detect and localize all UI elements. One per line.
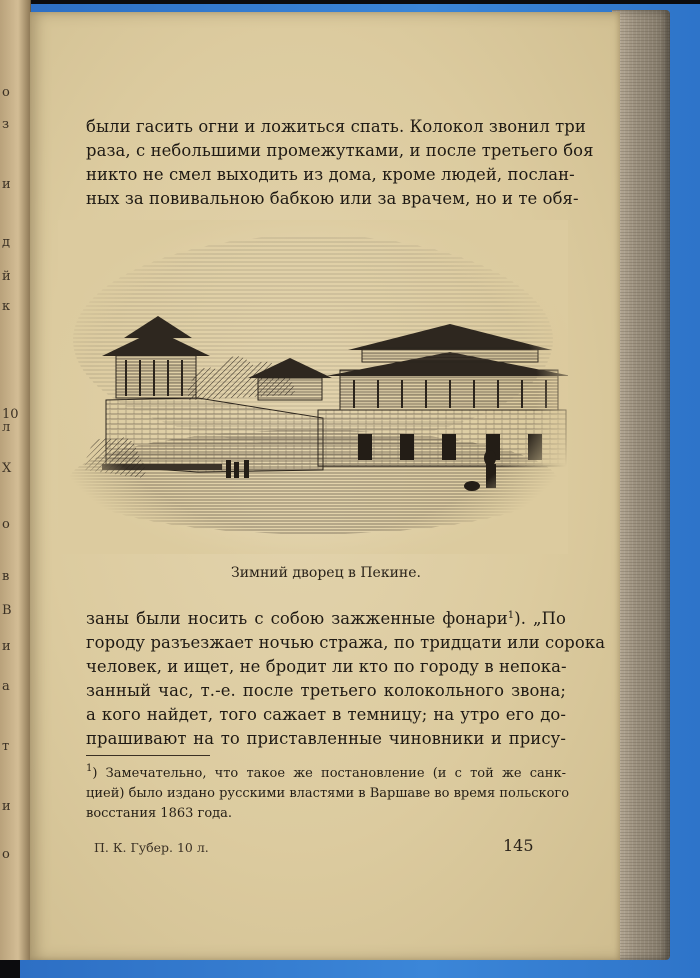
footnote-text: ) Замечательно, что такое же постановление (и с той же санк- [92,766,566,781]
body-text-line: а кого найдет, того сажает в темницу; на утро его до- [86,705,566,724]
margin-glyph: о [2,847,10,862]
margin-glyph: и [2,639,11,654]
body-text-line: никто не смел выходить из дома, кроме людей, послан- [86,165,575,184]
body-text-line: человек, и ищет, не бродит ли кто по городу в непока- [86,657,567,676]
margin-glyph: о [2,517,10,532]
footnote-line [86,764,566,784]
footnote-line: восстания 1863 года. [86,806,233,821]
margin-glyph: В [2,603,12,618]
footnote-divider [86,755,210,756]
margin-glyph: и [2,177,11,192]
margin-glyph: а [2,679,10,694]
page-stack-edge [612,10,670,960]
margin-glyph: 10 л [2,407,19,435]
book-page [30,12,620,960]
body-text-line: были гасить огни и ложиться спать. Колокол звонил три [86,117,586,136]
margin-glyph: в [2,569,10,584]
page-number: 145 [503,836,534,855]
margin-glyph: й [2,269,11,284]
body-text-segment: заны были носить с собою зажженные фонари [86,609,508,628]
figure-caption: Зимний дворец в Пекине. [231,565,421,581]
footnote-line: цией) было издано русскими властями в Варшаве во время польского [86,786,570,801]
body-text-line: раза, с небольшими промежутками, и после третьего боя [86,141,594,160]
body-text-segment: ). „По [514,609,566,628]
margin-glyph: и [2,799,11,814]
printer-signature: П. К. Губер. 10 л. [94,840,209,855]
body-text-line: занный час, т.-е. после третьего колокольного звона; [86,681,566,700]
margin-glyph: Х [2,461,12,476]
margin-glyph: о [2,85,10,100]
palace-engraving [58,220,568,554]
body-text-line: прашивают на то приставленные чиновники и прису- [86,729,566,748]
footnote-mark: 1 [86,763,93,774]
margin-glyph: т [2,739,10,754]
body-text-line [86,608,566,630]
margin-glyph: к [2,299,11,314]
footnote-reference: 1 [507,610,515,621]
margin-glyph: д [2,235,11,250]
previous-page-edge [0,0,31,960]
body-text-line: городу разъезжает ночью стража, по тридцати или сорока [86,633,606,652]
margin-glyph: з [2,117,10,132]
body-text-line: ных за повивальною бабкою или за врачем, но и те обя- [86,189,579,208]
engraving-vignette [58,220,568,554]
